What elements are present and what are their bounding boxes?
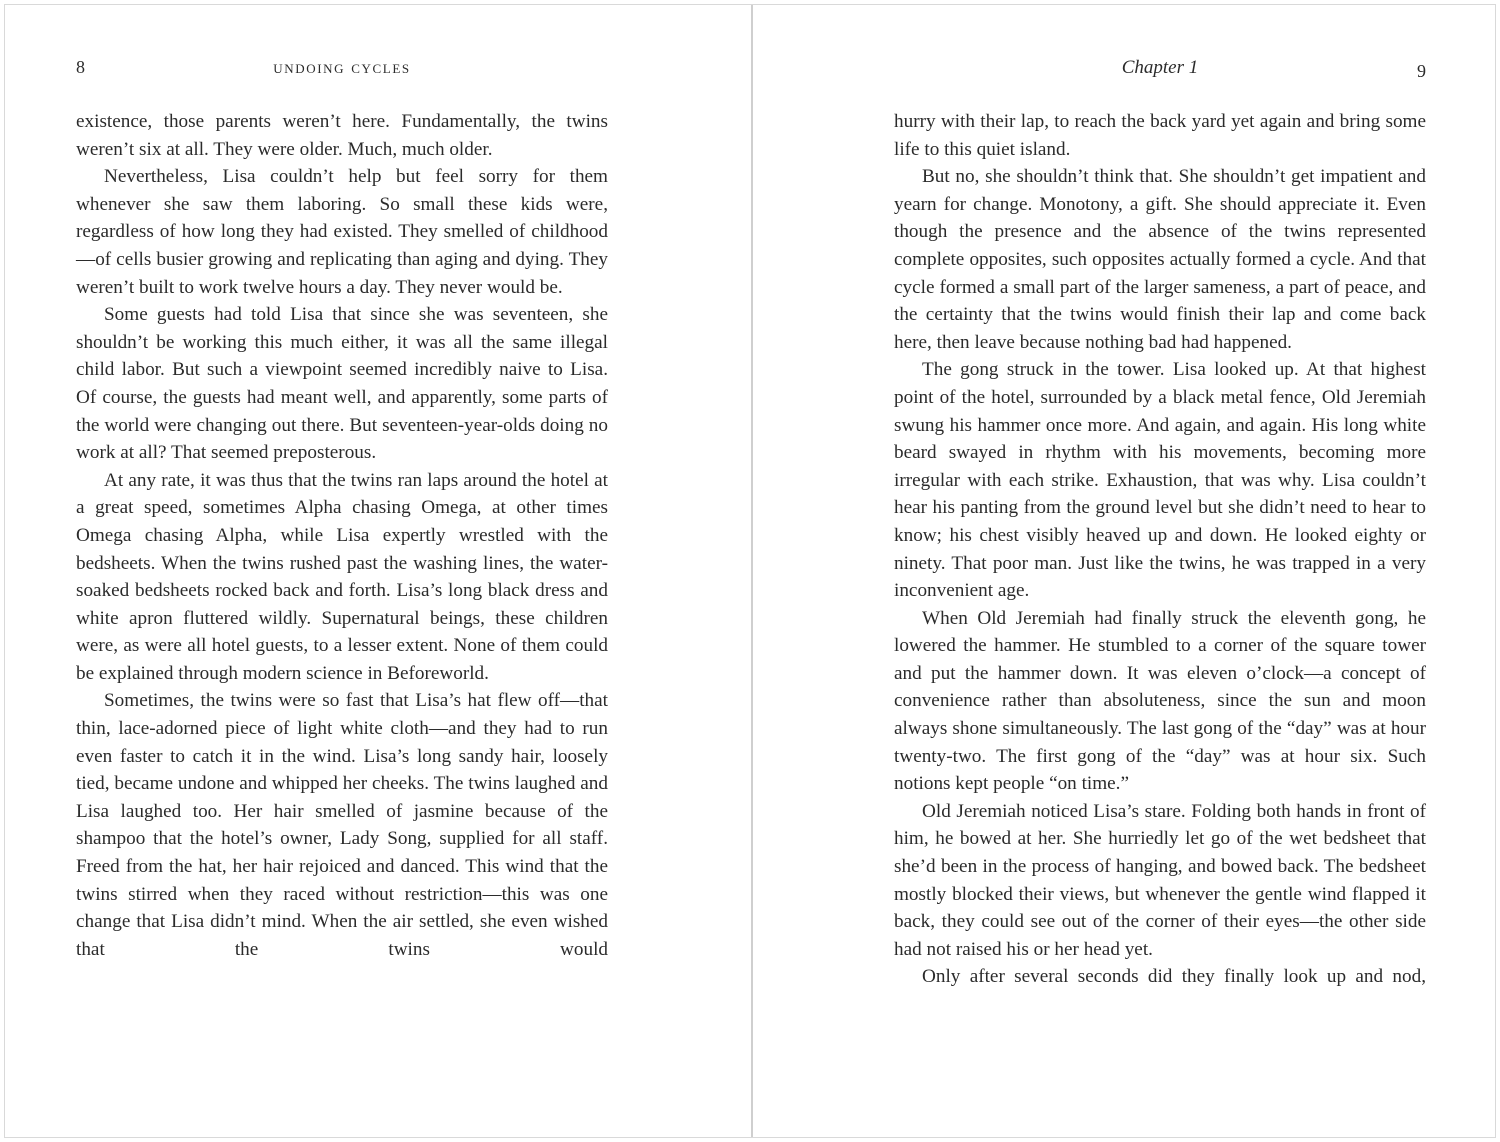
left-page-header (76, 57, 608, 81)
left-page (76, 5, 608, 1137)
page-gutter (751, 5, 753, 1137)
paragraph: Nevertheless, Lisa couldn’t help but feel sorry for them whenever she saw them laboring. So small these kids were, regardless of how long they had existed. They smelled of childhood—of cells busier growing and replicating than aging and dying. They weren’t built to work twelve hours a day. They never would be. (76, 166, 608, 298)
paragraph: Old Jeremiah noticed Lisa’s stare. Folding both hands in front of him, he bowed at her. She hurriedly let go of the wet bedsheet that she’d been in the process of hanging, and bowed back. The bedsheet mostly blocked their views, but whenever the gentle wind flapped it back, they could see out of the corner of their eyes—the other side had not raised his or her head yet. (894, 800, 1426, 960)
paragraph: Only after several seconds did they finally look up and nod, (922, 966, 1426, 988)
paragraph: When Old Jeremiah had finally struck the eleventh gong, he lowered the hammer. He stumbled to a corner of the square tower and put the hammer down. It was eleven o’clock—a concept of convenience rather than absoluteness, since the sun and moon always shone simultaneously. The last gong of the “day” was at hour twenty-two. The first gong of the “day” was at hour six. Such notions kept people “on time.” (894, 607, 1426, 795)
paragraph: Sometimes, the twins were so fast that Lisa’s hat flew off—that thin, lace-adorned piece of light white cloth—and they had to run even faster to catch it in the wind. Lisa’s long sandy hair, loosely tied, became undone and whipped her cheeks. The twins laughed and Lisa laughed too. Her hair smelled of jasmine because of the shampoo that the hotel’s owner, Lady Song, supplied for all staff. Freed from the hat, her hair rejoiced and danced. This wind that the twins stirred when they raced without restriction—this was one change that Lisa didn’t mind. When the air settled, she even wished that the twins would (76, 690, 608, 960)
running-head-chapter: Chapter 1 (1121, 57, 1199, 78)
paragraph: The gong struck in the tower. Lisa looked up. At that highest point of the hotel, surrounded by a black metal fence, Old Jeremiah swung his hammer once more. And again, and again. His long white beard swayed in rhythm with his movements, becoming more irregular with each strike. Exhaustion, that was why. Lisa couldn’t hear his panting from the ground level but she didn’t need to hear to know; his chest visibly heaved up and down. He looked eighty or ninety. That poor man. Just like the twins, he was trapped in a very inconvenient age. (894, 359, 1426, 602)
paragraph: But no, she shouldn’t think that. She shouldn’t get impatient and yearn for change. Monotony, a gift. She should appreciate it. Even though the presence and the absence of the twins represented complete opposites, such opposites actually formed a cycle. And that cycle formed a small part of the larger sameness, a part of peace, and the certainty that the twins would finish their lap and come back here, then leave because nothing bad had happened. (894, 166, 1426, 353)
right-page-header (894, 57, 1426, 81)
running-head-book-title: undoing cycles (273, 57, 411, 77)
paragraph: existence, those parents weren’t here. Fundamentally, the twins weren’t six at all. They were older. Much, much older. (76, 111, 608, 160)
right-page (894, 5, 1426, 1137)
book-spread (4, 4, 1496, 1138)
paragraph: Some guests had told Lisa that since she was seventeen, she shouldn’t be working this much either, it was all the same illegal child labor. But such a viewpoint seemed incredibly naive to Lisa. Of course, the guests had meant well, and apparently, some parts of the world were changing out there. But seventeen-year-olds doing no work at all? That seemed preposterous. (76, 304, 608, 464)
paragraph: hurry with their lap, to reach the back yard yet again and bring some life to this quiet island. (894, 111, 1426, 160)
paragraph: At any rate, it was thus that the twins ran laps around the hotel at a great speed, sometimes Alpha chasing Omega, at other times Omega chasing Alpha, while Lisa expertly wrestled with the bedsheets. When the twins rushed past the washing lines, the water-soaked bedsheets rocked back and forth. Lisa’s long black dress and white apron fluttered wildly. Supernatural beings, these children were, as were all hotel guests, to a lesser extent. None of them could be explained through modern science in Beforeworld. (76, 469, 608, 684)
page-number: 9 (1417, 61, 1426, 81)
left-page-body (76, 108, 608, 963)
page-number: 8 (76, 57, 85, 77)
right-page-body (894, 108, 1426, 991)
